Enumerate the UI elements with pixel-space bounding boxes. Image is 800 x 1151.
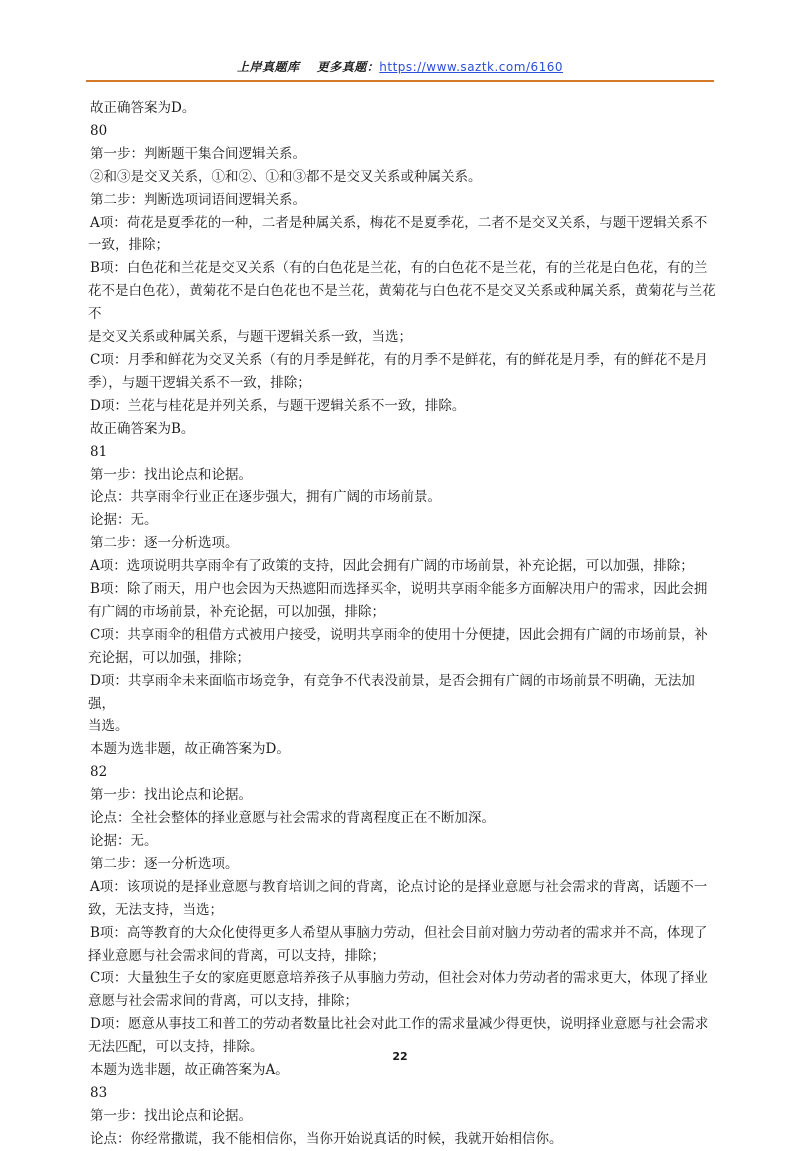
text-line: 一致，排除； bbox=[88, 237, 169, 254]
page-header bbox=[86, 56, 714, 78]
page-number: 22 bbox=[392, 1050, 408, 1063]
text-line: B项：白色花和兰花是交叉关系（有的白色花是兰花，有的白色花不是兰花，有的兰花是白色花，有的兰 bbox=[90, 260, 708, 277]
text-line: 论点：你经常撒谎，我不能相信你，当你开始说真话的时候，我就开始相信你。 bbox=[90, 1130, 563, 1147]
header-rule bbox=[86, 80, 714, 82]
text-line: 意愿与社会需求间的背离，可以支持，排除； bbox=[88, 993, 358, 1010]
text-line: 第一步：判断题干集合间逻辑关系。 bbox=[90, 145, 306, 162]
source-link[interactable]: https://www.saztk.com/6160 bbox=[379, 60, 564, 74]
text-line: 论据：无。 bbox=[90, 512, 158, 529]
text-line: D项：兰花与桂花是并列关系，与题干逻辑关系不一致，排除。 bbox=[90, 397, 466, 414]
text-line: 择业意愿与社会需求间的背离，可以支持，排除； bbox=[88, 947, 385, 964]
text-line: A项：该项说的是择业意愿与教育培训之间的背离，论点讨论的是择业意愿与社会需求的背离，话题不一 bbox=[90, 878, 708, 895]
text-line: D项：愿意从事技工和普工的劳动者数量比社会对此工作的需求量减少得更快，说明择业意愿与社会需求 bbox=[90, 1016, 709, 1033]
text-line: 是交叉关系或种属关系，与题干逻辑关系一致，当选； bbox=[88, 329, 412, 346]
text-line: 花不是白色花），黄菊花不是白色花也不是兰花，黄菊花与白色花不是交叉关系或种属关系，黄菊花与兰花不 bbox=[88, 283, 716, 323]
text-line: A项：选项说明共享雨伞有了政策的支持，因此会拥有广阔的市场前景，补充论据，可以加强，排除； bbox=[90, 558, 694, 575]
text-line: 本题为选非题，故正确答案为D。 bbox=[90, 741, 290, 758]
text-line: 第一步：找出论点和论据。 bbox=[90, 787, 252, 804]
text-line: D项：共享雨伞未来面临市场竞争，有竞争不代表没前景，是否会拥有广阔的市场前景不明确，无法加强， bbox=[88, 672, 695, 712]
text-line: 第二步：判断选项词语间逻辑关系。 bbox=[90, 191, 306, 208]
text-line: 无法匹配，可以支持，排除。 bbox=[88, 1039, 264, 1056]
text-line: C项：大量独生子女的家庭更愿意培养孩子从事脑力劳动，但社会对体力劳动者的需求更大，体现了择业 bbox=[90, 970, 708, 987]
text-line: C项：共享雨伞的租借方式被用户接受，说明共享雨伞的使用十分便捷，因此会拥有广阔的市场前景，补 bbox=[90, 626, 708, 643]
text-line: 论据：无。 bbox=[90, 833, 158, 849]
text-line: 第一步：找出论点和论据。 bbox=[90, 466, 252, 483]
text-line: 故正确答案为D。 bbox=[90, 100, 196, 116]
text-line: 第二步：逐一分析选项。 bbox=[90, 855, 239, 872]
text-line: 第二步：逐一分析选项。 bbox=[90, 535, 239, 552]
text-line: 季），与题干逻辑关系不一致，排除； bbox=[88, 374, 311, 391]
text-line: 81 bbox=[90, 443, 108, 460]
text-line: 充论据，可以加强，排除； bbox=[88, 649, 250, 666]
brand-name: 上岸真题库 bbox=[236, 60, 300, 74]
text-line: 80 bbox=[90, 122, 108, 139]
text-line: ②和③是交叉关系，①和②、①和③都不是交叉关系或种属关系。 bbox=[90, 168, 482, 185]
text-line: B项：除了雨天，用户也会因为天热遮阳而选择买伞，说明共享雨伞能多方面解决用户的需求，因此会拥 bbox=[90, 581, 708, 598]
text-line: 致，无法支持，当选； bbox=[88, 901, 223, 918]
text-line: C项：月季和鲜花为交叉关系（有的月季是鲜花，有的月季不是鲜花，有的鲜花是月季，有的鲜花不是月 bbox=[90, 351, 708, 368]
text-line: 本题为选非题，故正确答案为A。 bbox=[90, 1062, 289, 1079]
text-line: 论点：全社会整体的择业意愿与社会需求的背离程度正在不断加深。 bbox=[90, 810, 495, 827]
more-label: 更多真题： bbox=[316, 60, 380, 74]
text-line: A项：荷花是夏季花的一种，二者是种属关系，梅花不是夏季花，二者不是交叉关系，与题干逻辑关系不 bbox=[90, 214, 708, 231]
text-line: 83 bbox=[90, 1084, 108, 1101]
text-line: 当选。 bbox=[88, 718, 129, 735]
text-line: B项：高等教育的大众化使得更多人希望从事脑力劳动，但社会目前对脑力劳动者的需求并不高，体现了 bbox=[90, 924, 708, 941]
text-line: 第一步：找出论点和论据。 bbox=[90, 1107, 252, 1124]
text-line: 论点：共享雨伞行业正在逐步强大，拥有广阔的市场前景。 bbox=[90, 489, 441, 506]
text-line: 82 bbox=[90, 764, 108, 781]
text-line: 有广阔的市场前景，补充论据，可以加强，排除； bbox=[88, 603, 385, 620]
document-body bbox=[88, 97, 716, 1151]
text-line: 故正确答案为B。 bbox=[90, 420, 195, 437]
